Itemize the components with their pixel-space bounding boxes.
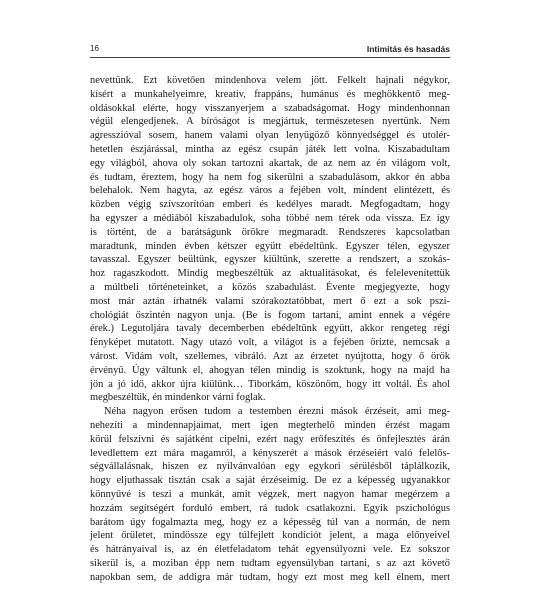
text-line: tavasszal. Egyszer beültünk, egyszer kiültünk, szerette a rendszert, a szokás-	[90, 254, 450, 266]
text-line: Néha nagyon erősen tudom a testemben érezni mások érzéseit, ami meg-	[104, 406, 450, 418]
text-line: egy világból, ahova oly sokan tartozni akartak, de az nem az én világom volt,	[90, 157, 450, 169]
text-line: barátom úgy fogalmazta meg, hogy ez a képesség túl van a normán, de nem	[90, 516, 450, 528]
body-text	[90, 74, 450, 584]
header-rule	[90, 57, 450, 58]
text-line: közben végig szívszorítóan emberi és kedélyes maradt. Megfogadtam, hogy	[90, 199, 450, 211]
text-line: körül felszívni és sajátként cipelni, ezért nagy erőfeszítés és önfejlesztés árán	[90, 433, 450, 445]
text-line: is történt, de a barátságunk örökre megmaradt. Rendszeres kapcsolatban	[90, 226, 450, 238]
text-line: a múltbeli történeteinket, a közös szabadulást. Évente megjegyezte, hogy	[90, 281, 450, 293]
text-line: ségvállalásnak, hiszen ez nyilvánvalóan egy egykori sérülésből táplálkozik,	[90, 461, 450, 473]
text-line: hogy eljuthassak tisztán csak a saját érzéseimig. De ez a képesség ugyanakkor	[90, 475, 450, 487]
text-line: könnyűvé is teszi a munkát, amit végzek, mert nagyon hamar megérzem a	[90, 488, 450, 500]
text-line: oldásokkal elérte, hogy visszanyerjem a szabadságomat. Hogy mindenhonnan	[90, 102, 450, 114]
text-line: hetetlen észjárással, mintha az egész csupán játék lett volna. Kiszabadultam	[90, 143, 450, 155]
text-line: jön a jó idő, akkor újra kiülünk… Tiborkám, köszönöm, hogy itt voltál. És ahol	[90, 378, 450, 390]
paragraph	[90, 74, 450, 405]
text-line: jelent őrületet, mindössze egy túlfejlett kondíciót jelent, a maga előnyeivel	[90, 530, 450, 542]
text-line: hozzám segítségért forduló embert, rá tudok csatlakozni. Egyik pszichológus	[90, 502, 450, 514]
text-line: és hátrányaival is, az én életfeladatom tehát egyensúlyozni vele. Ez sokszor	[90, 544, 450, 556]
text-line: várost. Vidám volt, szellemes, vibráló. Azt az érzetet nyújtotta, hogy ő örök	[90, 350, 450, 362]
text-line: chológiát őszintén nagyon unja. (Be is fogom tartani, amint ennek a végére	[90, 309, 450, 321]
text-line: nehezíti a mindennapjaimat, mert igen megterhelő minden érzést magam	[90, 419, 450, 431]
text-line: maradtunk, minden évben kétszer együtt ebédeltünk. Egyszer télen, egyszer	[90, 240, 450, 252]
text-line: belehalok. Nem hagyta, az egész város a fejében volt, mindent elintézett, és	[90, 185, 450, 197]
text-line: sikerül is, a moziban épp nem tudtam egyensúlyban tartani, s az azt követő	[90, 557, 450, 569]
text-line: megbeszéltük, én mindenkor várni foglak.	[90, 392, 266, 404]
text-line: napokban sem, de addigra már tudtam, hogy ezt most meg kell élnem, mert	[90, 571, 450, 583]
text-line: és tudtam, éreztem, hogy ha nem fog sikerülni a szabadulásom, akkor én abba	[90, 171, 450, 183]
paragraph	[90, 405, 450, 584]
text-line: kísért a munkahelyeimre, kreatív, frappáns, humánus és meghökkentő meg-	[90, 88, 450, 100]
running-title: Intimitás és hasadás	[366, 44, 450, 54]
text-line: végül elengedjenek. A bíróságot is megjártuk, természetesen nyertünk. Nem	[90, 116, 450, 128]
text-line: levedlettem ezt mára magamról, a kényszerét a mások érzéseiért való felelős-	[90, 447, 450, 459]
page-header	[90, 44, 450, 58]
text-line: érvényű. Úgy váltunk el, ahogyan télen mindig is szoktunk, hogy na majd ha	[90, 364, 450, 376]
text-line: ha egyszer a médiából kiszabadulok, soha többé nem térek oda vissza. Ez így	[90, 212, 450, 224]
text-line: érek.) Legutoljára tavaly decemberben ebédeltünk együtt, akkor rengeteg régi	[90, 323, 450, 335]
text-line: most már aztán írhatnék valami szórakoztatóbbat, mert ő ezt a sok pszi-	[90, 295, 450, 307]
page-number: 16	[90, 44, 99, 53]
text-line: nevettünk. Ezt követően mindenhova velem jött. Felkelt hajnali négykor,	[90, 75, 450, 86]
text-line: agresszióval sosem, hanem valami olyan lenyűgöző könnyedséggel és utolér-	[90, 130, 450, 142]
text-line: fényképet mutatott. Nagy utazó volt, a világot is a fejében őrizte, nemcsak a	[90, 337, 450, 349]
text-line: hoz ragaszkodott. Mindig megbeszéltük az aktualitásokat, és felelevenítettük	[90, 268, 450, 280]
